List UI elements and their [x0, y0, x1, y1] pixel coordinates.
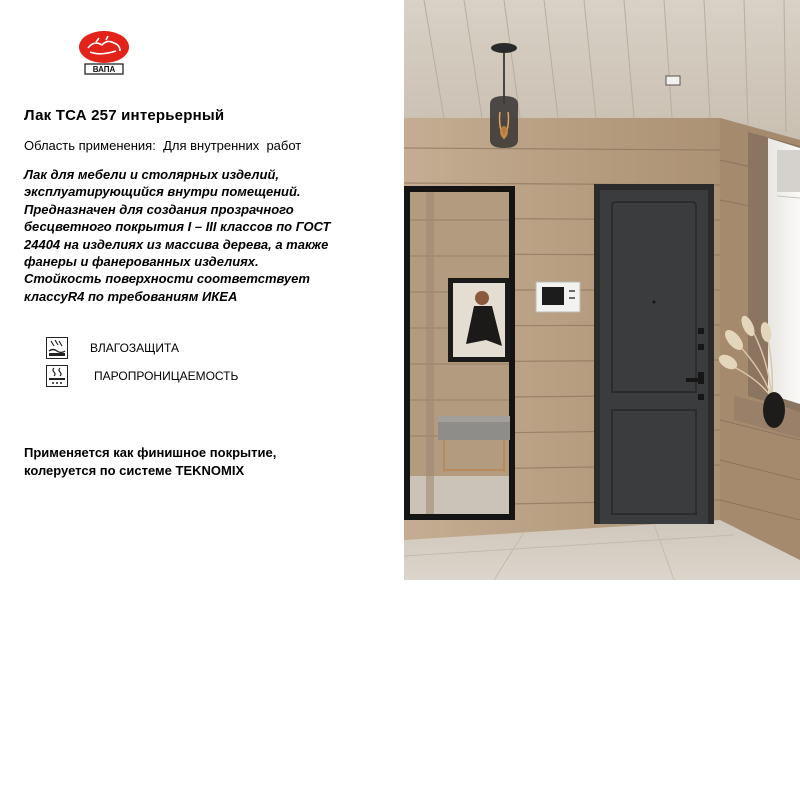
description-line: бесцветного покрытия I – III классов по ГОСТ — [24, 219, 331, 235]
description-line: 24404 на изделиях из массива дерева, а также — [24, 236, 329, 252]
feature-label: ВЛАГОЗАЩИТА — [90, 341, 179, 355]
description-line: Стойкость поверхности соответствует — [24, 271, 310, 287]
vapor-permeability-icon — [46, 365, 68, 387]
feature-label: ПАРОПРОНИЦАЕМОСТЬ — [94, 369, 239, 383]
description-line: классуR4 по требованиям ИКЕА — [24, 288, 238, 304]
application-scope — [24, 138, 301, 153]
scope-label: Область применения: — [24, 138, 156, 153]
product-description — [24, 166, 396, 305]
feature-moisture-protection — [46, 336, 179, 360]
note-line: Применяется как финишное покрытие, — [24, 445, 277, 460]
usage-note — [24, 444, 394, 480]
description-line: эксплуатирующийся внутри помещений. — [24, 184, 301, 200]
product-title: Лак ТСА 257 интерьерный — [24, 107, 225, 124]
description-line: Предназначен для создания прозрачного — [24, 201, 294, 217]
moisture-protection-icon — [46, 337, 68, 359]
description-line: фанеры и фанерованных изделиях. — [24, 254, 259, 270]
feature-vapor-permeability — [46, 364, 238, 388]
scope-value: Для внутренних работ — [163, 138, 302, 153]
interior-photo — [404, 0, 800, 580]
logo-wordmark: ВАПА — [92, 65, 116, 74]
description-line: Лак для мебели и столярных изделий, — [24, 167, 279, 182]
note-line: колеруется по системе TEKNOMIX — [24, 463, 245, 478]
brand-logo — [76, 30, 132, 78]
